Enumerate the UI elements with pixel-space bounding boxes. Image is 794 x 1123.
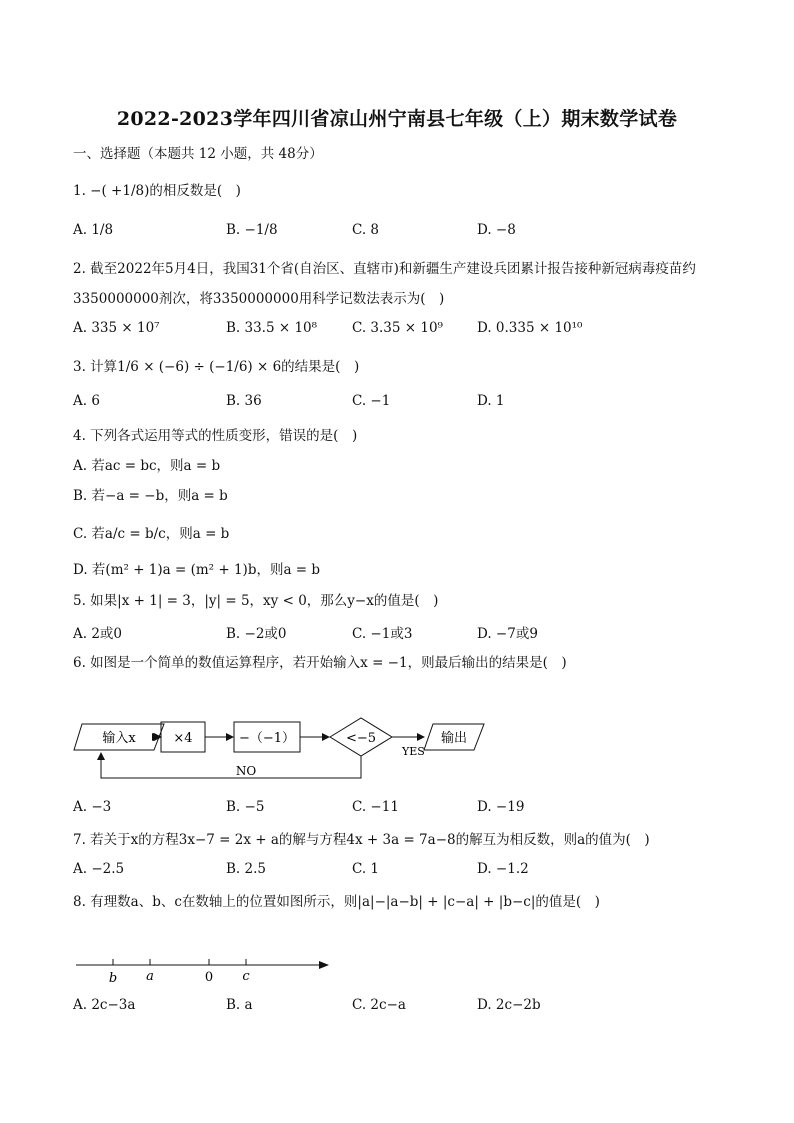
q5-option-a[interactable]: A. 2或0 — [73, 626, 123, 642]
question-6-stem: 6. 如图是一个简单的数值运算程序，若开始输入x = −1，则最后输出的结果是( ) — [73, 655, 567, 671]
q6-option-a[interactable]: A. −3 — [73, 799, 112, 815]
q7-option-c[interactable]: C. 1 — [352, 861, 380, 877]
q8-option-c[interactable]: C. 2c−a — [352, 997, 406, 1013]
question-2-stem-line2: 3350000000剂次，将3350000000用科学记数法表示为( ) — [73, 291, 445, 307]
q3-option-c[interactable]: C. −1 — [352, 393, 391, 409]
question-5-options — [73, 622, 713, 642]
q7-option-d[interactable]: D. −1.2 — [477, 861, 529, 877]
flow-input-label: 输入x — [102, 731, 136, 746]
label-0: 0 — [204, 970, 214, 985]
number-line — [70, 950, 340, 990]
flow-output-label: 输出 — [440, 731, 468, 746]
question-8-options — [73, 997, 713, 1017]
flow-times4-label: ×4 — [173, 731, 193, 746]
question-5-stem: 5. 如果|x + 1| = 3，|y| = 5，xy < 0，那么y−x的值是( ) — [73, 593, 439, 609]
question-2-options — [73, 320, 713, 340]
q2-option-a[interactable]: A. 335 × 10⁷ — [73, 320, 160, 336]
flow-yes-label: YES — [402, 745, 425, 758]
flow-no-loop — [101, 753, 361, 778]
question-8-stem: 8. 有理数a、b、c在数轴上的位置如图所示，则|a|−|a−b| + |c−a| + |b−c|的值是( ) — [73, 894, 600, 910]
flow-condition-label: <−5 — [345, 731, 377, 746]
question-3-options — [73, 393, 713, 413]
question-7-options — [73, 861, 713, 881]
q4-option-c[interactable]: C. 若a/c = b/c，则a = b — [73, 526, 230, 542]
q7-option-b[interactable]: B. 2.5 — [226, 861, 266, 877]
flow-no-label: NO — [235, 764, 257, 778]
label-c: c — [242, 969, 250, 984]
q1-option-a[interactable]: A. 1/8 — [73, 222, 114, 238]
question-7-stem: 7. 若关于x的方程3x−7 = 2x + a的解与方程4x + 3a = 7a−8的解互为相反数，则a的值为( ) — [73, 832, 650, 848]
q8-option-a[interactable]: A. 2c−3a — [73, 997, 136, 1013]
question-2-stem-line1: 2. 截至2022年5月4日，我国31个省(自治区、直辖市)和新疆生产建设兵团累计报告接种新冠病毒疫苗约 — [73, 261, 696, 277]
question-6-options — [73, 799, 713, 819]
q3-option-a[interactable]: A. 6 — [73, 393, 100, 409]
q5-option-c[interactable]: C. −1或3 — [352, 626, 413, 642]
q3-option-b[interactable]: B. 36 — [226, 393, 262, 409]
label-a: a — [146, 969, 154, 984]
q2-option-b[interactable]: B. 33.5 × 10⁸ — [226, 320, 318, 336]
question-1-options — [73, 222, 713, 242]
q6-option-d[interactable]: D. −19 — [477, 799, 525, 815]
q2-option-c[interactable]: C. 3.35 × 10⁹ — [352, 320, 443, 336]
q3-option-d[interactable]: D. 1 — [477, 393, 505, 409]
section-heading: 一、选择题（本题共 12 小题，共 48分） — [73, 146, 323, 162]
q1-option-b[interactable]: B. −1/8 — [226, 222, 278, 238]
q5-option-d[interactable]: D. −7或9 — [477, 626, 538, 642]
q4-option-d[interactable]: D. 若(m² + 1)a = (m² + 1)b，则a = b — [73, 562, 321, 578]
q4-option-a[interactable]: A. 若ac = bc，则a = b — [73, 458, 221, 474]
page-title: 2022-2023学年四川省凉山州宁南县七年级（上）期末数学试卷 — [116, 108, 678, 130]
q5-option-b[interactable]: B. −2或0 — [226, 626, 287, 642]
q1-option-d[interactable]: D. −8 — [477, 222, 516, 238]
label-b: b — [108, 971, 118, 986]
question-1-stem: 1. −( +1/8)的相反数是( ) — [73, 183, 241, 199]
q1-option-c[interactable]: C. 8 — [352, 222, 380, 238]
q8-option-b[interactable]: B. a — [226, 997, 253, 1013]
flow-minus-label: −（−1） — [238, 731, 296, 746]
flowchart — [70, 712, 500, 790]
q6-option-c[interactable]: C. −11 — [352, 799, 399, 815]
q6-option-b[interactable]: B. −5 — [226, 799, 265, 815]
question-4-stem: 4. 下列各式运用等式的性质变形，错误的是( ) — [73, 428, 358, 444]
q4-option-b[interactable]: B. 若−a = −b，则a = b — [73, 488, 228, 504]
q7-option-a[interactable]: A. −2.5 — [73, 861, 125, 877]
question-3-stem: 3. 计算1/6 × (−6) ÷ (−1/6) × 6的结果是( ) — [73, 359, 360, 375]
q2-option-d[interactable]: D. 0.335 × 10¹⁰ — [477, 320, 583, 336]
q8-option-d[interactable]: D. 2c−2b — [477, 997, 541, 1013]
